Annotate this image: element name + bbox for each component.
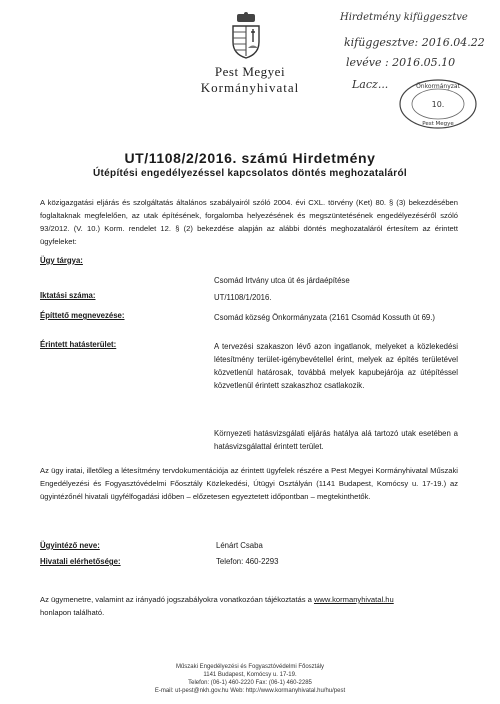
phone-value: Telefon: 460-2293 [216, 557, 279, 566]
phone-label: Hivatali elérhetősége: [40, 557, 121, 566]
info-text-after: honlapon található. [40, 608, 105, 617]
kormanyhivatal-link[interactable]: www.kormanyhivatal.hu [313, 595, 394, 604]
document-title: UT/1108/2/2016. számú Hirdetmény [124, 150, 376, 166]
handwritten-signature: Lacz... [352, 78, 389, 91]
builder-value: Csomád község Önkormányzata (2161 Csomád Kossuth út 69.) [214, 313, 436, 322]
document-subtitle: Útépítési engedélyezéssel kapcsolatos döntés meghozataláról [93, 168, 407, 179]
subject-label: Ügy tárgya: [40, 256, 83, 265]
officer-label: Ügyintéző neve: [40, 541, 100, 550]
stamp-text-bottom: Pest Megye [422, 121, 454, 127]
handwritten-note-1: Hirdetmény kifüggesztve [340, 12, 468, 23]
stamp-text-mid: 10. [431, 100, 445, 109]
info-text-before: Az ügymenetre, valamint az irányadó jogszabályokra vonatkozóan tájékoztatás a [40, 595, 314, 604]
builder-label: Építtető megnevezése: [40, 311, 125, 320]
org-name-line1: Pest Megyei [214, 64, 286, 79]
footer-line-3: Telefon: (06-1) 460-2220 Fax: (06-1) 460-2285 [188, 680, 312, 686]
intro-paragraph: A közigazgatási eljárás és szolgáltatás általános szabályairól szóló 2004. évi CXL. törvény (Ket) 80. § (3) bekezdésében foglaltaknak megfelelően, az utak építésének, forgalomba helyezésének és megszüntetésének engedélyezéséről szóló 93/2012. (V. 10.) Korm. rendelet 12. § (2) bekezdése alapján az alábbi döntés meghozataláról értesítem az érintett ügyfeleket: [40, 198, 458, 246]
affected-area-note: Környezeti hatásvizsgálati eljárás hatálya alá tartozó utak esetében a hatásvizsgálattal érintett terület. [214, 429, 458, 451]
officer-value: Lénárt Csaba [216, 541, 263, 550]
footer-line-4: E-mail: ut-pest@nkh.gov.hu Web: http://www.kormanyhivatal.hu/hu/pest [154, 688, 346, 694]
info-paragraph [40, 593, 458, 619]
official-stamp [398, 78, 478, 130]
handwritten-removed-date: levéve : 2016.05.10 [346, 56, 456, 69]
subject-value: Csomád Irtvány utca út és járdaépítése [214, 276, 350, 285]
hungarian-coat-of-arms-icon [229, 12, 263, 60]
footer-line-1: Műszaki Engedélyezési és Fogyasztóvédelmi Főosztály [175, 664, 325, 670]
documents-paragraph: Az ügy iratai, illetőleg a létesítmény tervdokumentációja az érintett ügyfelek részére a Pest Megyei Kormányhivatal Műszaki Engedélyezési és Fogyasztóvédelmi Főosztály Közlekedési, Útügyi Osztályán (1141 Budapest, Komócsy u. 17-19.) az ügyintézőnél hivatali ügyfélfogadási időben – előzetesen egyeztetett időpontban – megtekinthetők. [40, 466, 458, 501]
affected-area-label: Érintett hatásterület: [40, 340, 117, 349]
file-number-value: UT/1108/1/2016. [214, 293, 272, 302]
affected-area-value: A tervezési szakaszon lévő azon ingatlanok, melyeket a közlekedési létesítmény terület-igénybevétellel érint, melyek az építés területével közvetlenül határosak, továbbá melyek kapubejárója az útépítéssel közvetlenül érintett szakaszhoz csatlakozik. [214, 342, 458, 390]
stamp-text-top: Önkormányzat [416, 83, 460, 90]
file-number-label: Iktatási száma: [40, 291, 96, 300]
org-name-line2: Kormányhivatal [200, 80, 300, 95]
handwritten-posted-date: kifüggesztve: 2016.04.22 [344, 36, 485, 49]
footer-line-2: 1141 Budapest, Komócsy u. 17-19. [203, 672, 297, 678]
